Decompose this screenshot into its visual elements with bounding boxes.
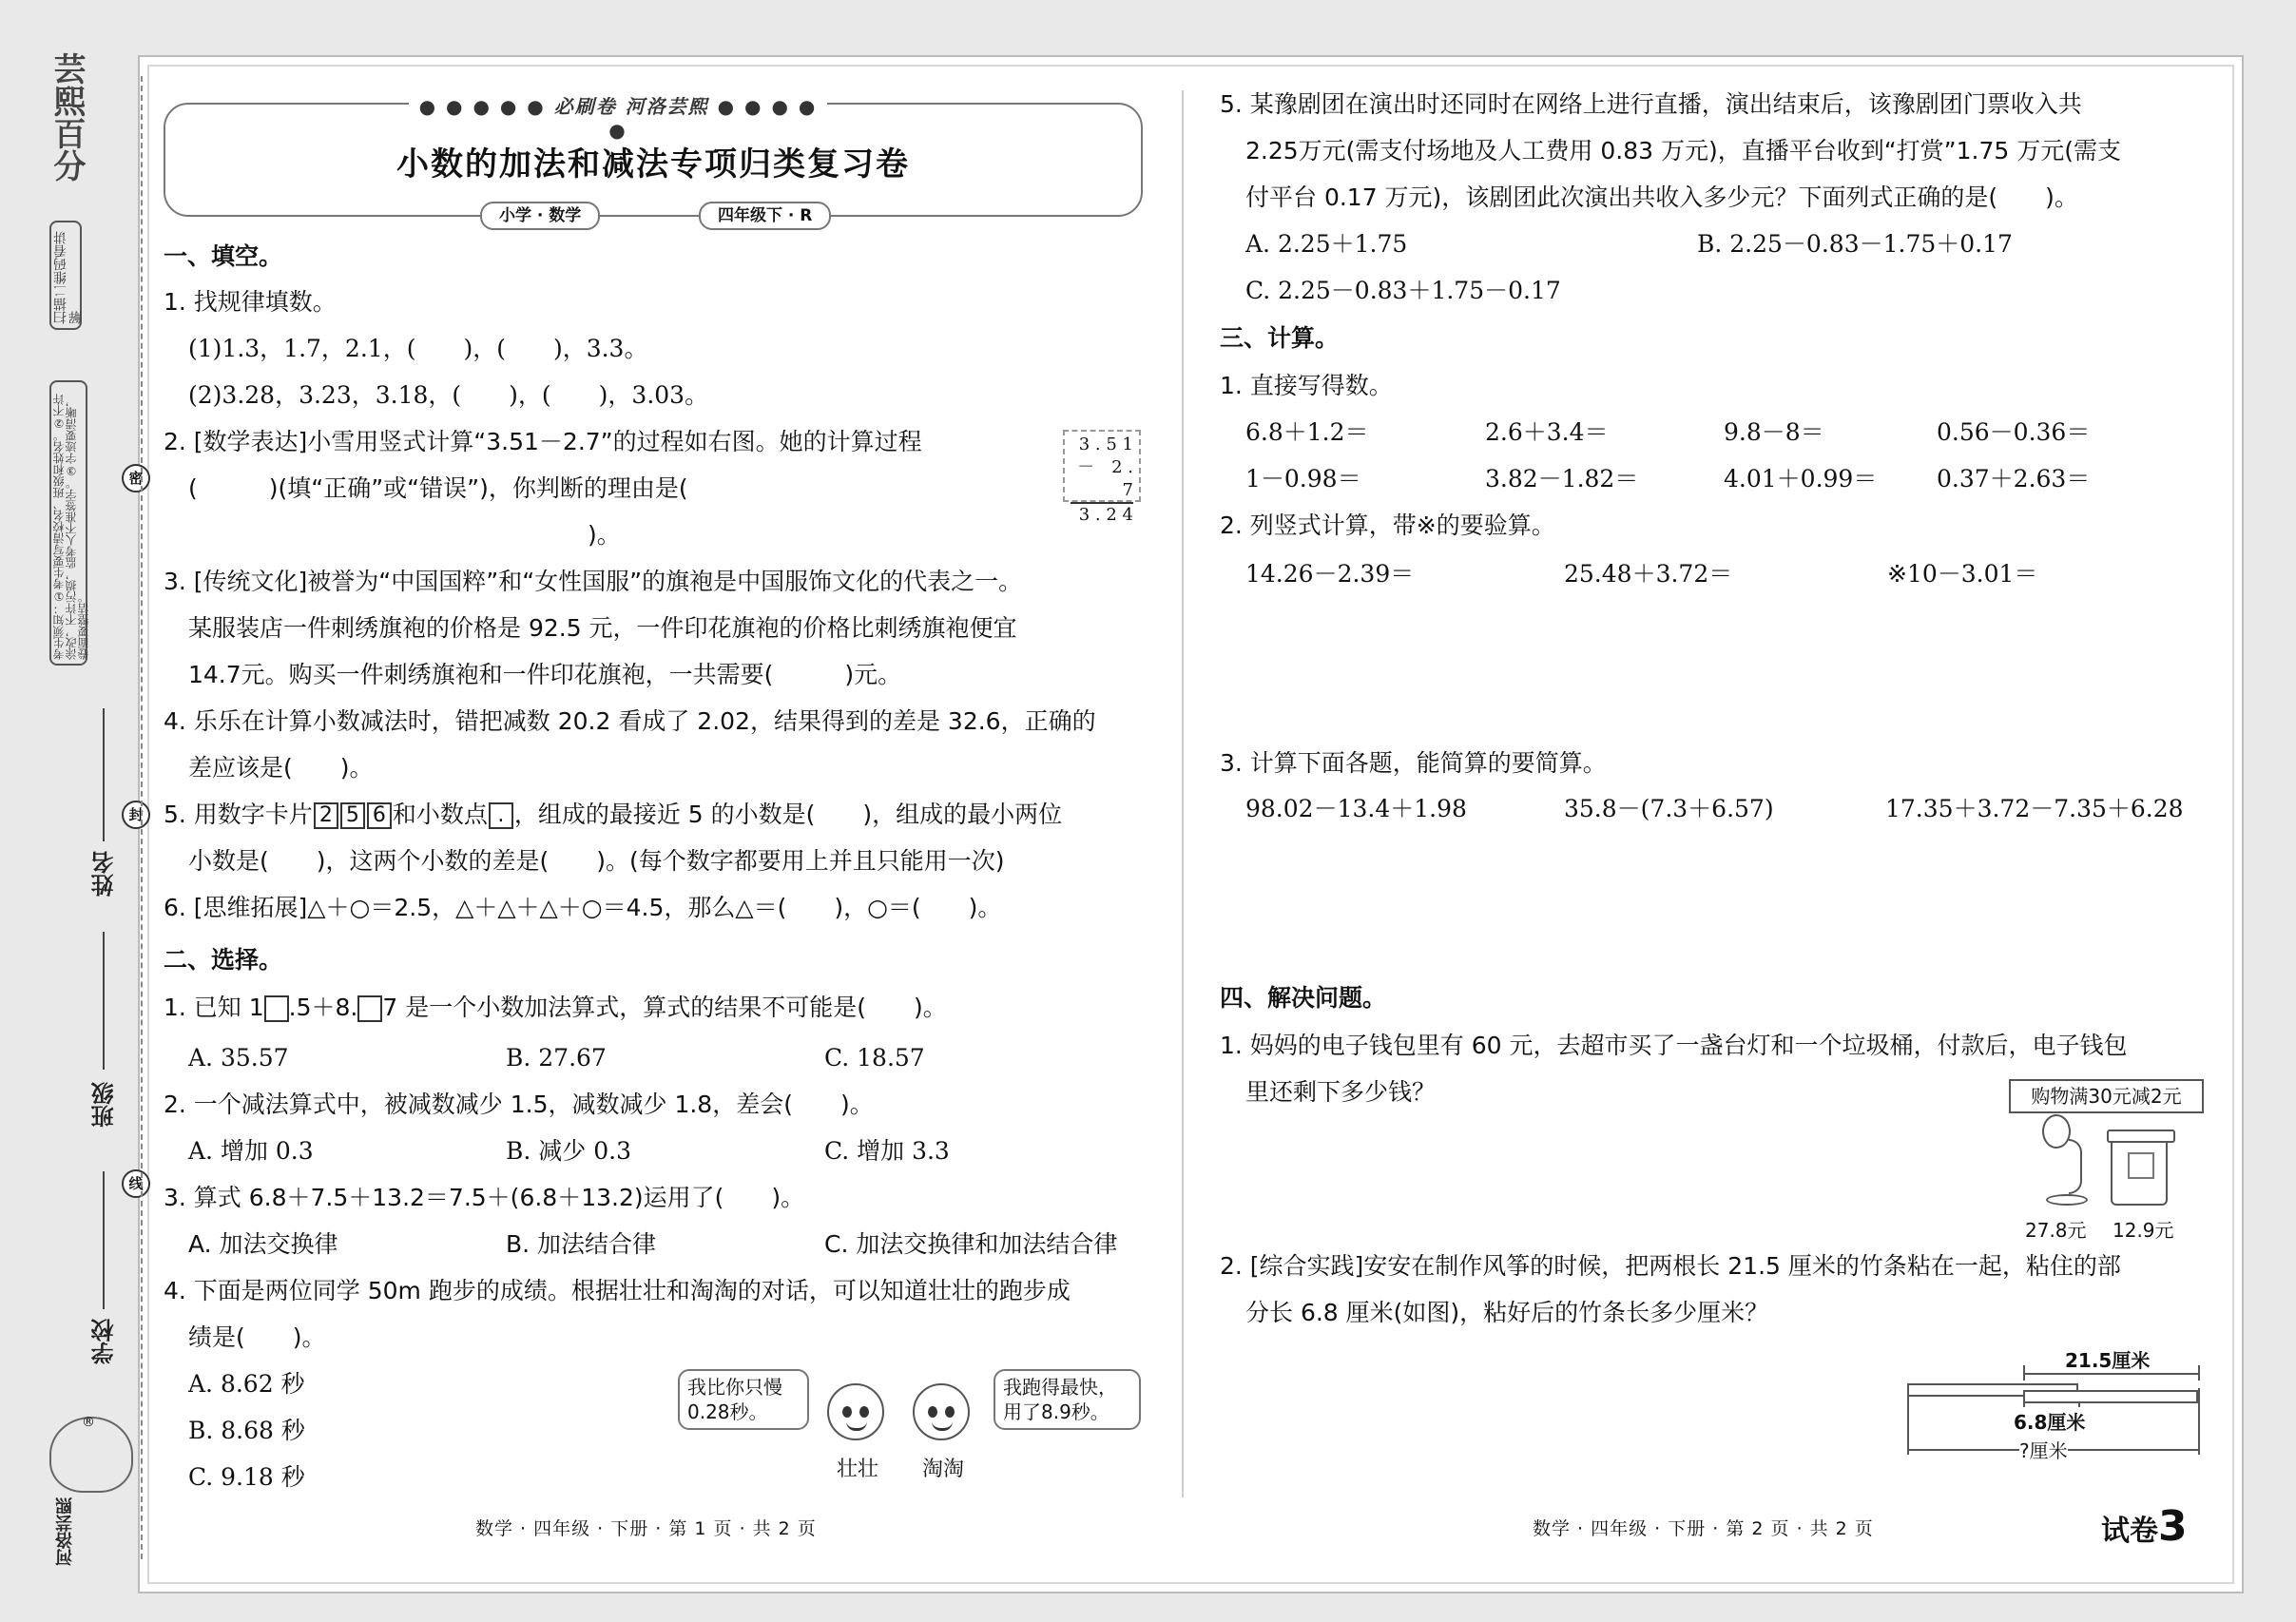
calc-item: ※10－3.01＝ bbox=[1887, 560, 2038, 588]
question-text: 2. [数学表达]小雪用竖式计算“3.51－2.7”的过程如右图。她的计算过程 bbox=[164, 428, 922, 455]
question-text: 某服装店一件刺绣旗袍的价格是 92.5 元，一件印花旗袍的价格比刺绣旗袍便宜 bbox=[188, 614, 1017, 642]
q5-mid: 和小数点 bbox=[392, 801, 488, 828]
kid-name: 壮壮 bbox=[837, 1458, 879, 1481]
promo-sign: 购物满30元减2元 bbox=[2009, 1079, 2204, 1113]
option-text: B. 减少 0.3 bbox=[506, 1137, 631, 1165]
calc-line: 3 . 5 1 bbox=[1078, 434, 1133, 454]
digit-card: 2 bbox=[314, 802, 338, 829]
option-text: A. 加法交换律 bbox=[188, 1230, 338, 1258]
calc-item: 17.35＋3.72－7.35＋6.28 bbox=[1885, 795, 2184, 822]
question-text: 1. 妈妈的电子钱包里有 60 元，去超市买了一盏台灯和一个垃圾桶，付款后，电子钱包 bbox=[1220, 1032, 2128, 1059]
question-text: (2)3.28，3.23，3.18，( )，( )，3.03。 bbox=[188, 381, 709, 409]
trash-bin-icon bbox=[2111, 1137, 2168, 1206]
decimal-point-card: . bbox=[489, 802, 513, 829]
option-text: A. 8.62 秒 bbox=[188, 1370, 305, 1398]
question-text: 差应该是( )。 bbox=[188, 754, 374, 782]
diagram-label-bottom: ?厘米 bbox=[2019, 1436, 2068, 1463]
class-label: 班级 bbox=[91, 1082, 118, 1128]
lamp-price: 27.8元 bbox=[2025, 1219, 2087, 1242]
question-text: 绩是( )。 bbox=[188, 1323, 326, 1351]
dim-tick bbox=[2198, 1365, 2200, 1381]
section-problem-solving: 四、解决问题。 bbox=[1220, 984, 1387, 1012]
question-text: 6. [思维拓展]△＋○＝2.5，△＋△＋△＋○＝4.5，那么△＝( )，○＝( )。 bbox=[164, 894, 1002, 921]
question-text: 14.7元。购买一件刺绣旗袍和一件印花旗袍，一共需要( )元。 bbox=[188, 661, 902, 688]
option-text: C. 增加 3.3 bbox=[824, 1137, 950, 1165]
calc-item: 35.8－(7.3＋6.57) bbox=[1564, 795, 1774, 822]
question-text: 4. 乐乐在计算小数减法时，错把减数 20.2 看成了 2.02，结果得到的差是 32.6，正确的 bbox=[164, 707, 1096, 735]
option-text: C. 9.18 秒 bbox=[188, 1463, 305, 1491]
question-text: 3. 算式 6.8＋7.5＋13.2＝7.5＋(6.8＋13.2)运用了( )。 bbox=[164, 1184, 805, 1211]
question-text: (1)1.3，1.7，2.1，( )，( )，3.3。 bbox=[188, 335, 648, 362]
c1-pre: 1. 已知 1 bbox=[164, 994, 264, 1021]
paper-number-label: 试卷 bbox=[2101, 1515, 2158, 1548]
calc-item: 25.48＋3.72＝ bbox=[1564, 560, 1733, 588]
c1-mid1: .5＋8. bbox=[288, 994, 358, 1021]
option-text: B. 加法结合律 bbox=[506, 1230, 657, 1258]
calc-item: 98.02－13.4＋1.98 bbox=[1245, 795, 1467, 822]
name-line bbox=[103, 708, 105, 841]
blank-box bbox=[357, 995, 382, 1022]
option-text: B. 8.68 秒 bbox=[188, 1417, 305, 1444]
calc-item: 3.82－1.82＝ bbox=[1485, 465, 1639, 492]
calc-item: 0.37＋2.63＝ bbox=[1937, 465, 2091, 492]
option-text: A. 35.57 bbox=[188, 1044, 289, 1072]
kid-name: 淘淘 bbox=[922, 1458, 965, 1481]
seal-mi: 密 bbox=[122, 464, 150, 492]
question-text: 分长 6.8 厘米(如图)，粘好后的竹条长多少厘米？ bbox=[1245, 1299, 1769, 1326]
footer-right: 数学 · 四年级 · 下册 · 第 2 页 · 共 2 页 bbox=[1533, 1518, 1874, 1539]
binding-dash-line bbox=[141, 76, 143, 1559]
question-text: 2. 列竖式计算，带※的要验算。 bbox=[1220, 512, 1555, 539]
paper-number-value: 3 bbox=[2158, 1502, 2188, 1551]
desk-lamp-icon bbox=[2036, 1114, 2093, 1209]
section-choice: 二、选择。 bbox=[164, 946, 283, 974]
boy-zhuangzhuang-icon bbox=[827, 1383, 884, 1440]
seal-xian: 线 bbox=[122, 1169, 150, 1198]
question-text: )。 bbox=[588, 521, 621, 549]
question-text: 小数是( )，这两个小数的差是( )。(每个数字都要用上并且只能用一次) bbox=[188, 847, 1005, 875]
option-text: C. 加法交换律和加法结合律 bbox=[824, 1230, 1118, 1258]
class-line bbox=[103, 932, 105, 1070]
option-text: C. 18.57 bbox=[824, 1044, 925, 1072]
question-text: 3. [传统文化]被誉为“中国国粹”和“女性国服”的旗袍是中国服饰文化的代表之一。 bbox=[164, 568, 1023, 595]
digit-card: 6 bbox=[367, 802, 392, 829]
diagram-label-mid: 6.8厘米 bbox=[2014, 1407, 2085, 1435]
question-text: ( )(填“正确”或“错误”)，你判断的理由是( bbox=[188, 474, 688, 502]
school-label: 学校 bbox=[91, 1319, 118, 1364]
question-text: 3. 计算下面各题，能简算的要简算。 bbox=[1220, 749, 1607, 777]
question-text: 5. 某豫剧团在演出时还同时在网络上进行直播，演出结束后，该豫剧团门票收入共 bbox=[1220, 90, 2082, 118]
grade-tag: 四年级下 · R bbox=[699, 202, 831, 230]
qr-scan-box bbox=[49, 221, 82, 330]
school-line bbox=[103, 1171, 105, 1309]
q5-pre: 5. 用数字卡片 bbox=[164, 801, 313, 828]
dim-tick bbox=[1907, 1388, 1909, 1455]
name-label: 姓名 bbox=[91, 851, 118, 897]
brand-logo-vertical: 芸熙百分 bbox=[48, 52, 86, 182]
diagram-label-top: 21.5厘米 bbox=[2065, 1349, 2151, 1372]
q5-post: ，组成的最接近 5 的小数是( )，组成的最小两位 bbox=[513, 801, 1063, 828]
boy-taotao-icon bbox=[913, 1383, 970, 1440]
paper-number bbox=[2101, 1502, 2188, 1551]
column-separator bbox=[1182, 90, 1184, 1497]
qr-scan-text: 扫描二维码看讲解 bbox=[53, 231, 84, 324]
calc-item: 2.6＋3.4＝ bbox=[1485, 418, 1609, 446]
subject-tag: 小学 · 数学 bbox=[480, 202, 600, 230]
calc-item: 0.56－0.36＝ bbox=[1937, 418, 2091, 446]
registered-mark: ® bbox=[82, 1415, 95, 1430]
blank-box bbox=[264, 995, 289, 1022]
c1-mid2: 7 是一个小数加法算式，算式的结果不可能是( )。 bbox=[382, 994, 947, 1021]
question-text: 2.25万元(需支付场地及人工费用 0.83 万元)，直播平台收到“打赏”1.75 万元(需支 bbox=[1245, 137, 2121, 164]
option-text: A. 增加 0.3 bbox=[188, 1137, 314, 1165]
footer-left: 数学 · 四年级 · 下册 · 第 1 页 · 共 2 页 bbox=[475, 1518, 817, 1539]
calc-item: 14.26－2.39＝ bbox=[1245, 560, 1415, 588]
speech-bubble-zhuangzhuang: 我比你只慢 0.28秒。 bbox=[678, 1369, 809, 1430]
question-text: 里还剩下多少钱？ bbox=[1245, 1078, 1437, 1106]
calc-item: 6.8＋1.2＝ bbox=[1245, 418, 1369, 446]
exam-notice-box: 考生须知：①考生要写清校名、班级和姓名。②不许涂改，不许污损，监考人不准签字。③字迹要清晰，卷面要整洁。 bbox=[49, 380, 87, 666]
calc-item: 1－0.98＝ bbox=[1245, 465, 1361, 492]
digit-card: 5 bbox=[340, 802, 365, 829]
bin-price: 12.9元 bbox=[2113, 1219, 2174, 1242]
bamboo-strip-right bbox=[2023, 1390, 2198, 1403]
question-text bbox=[164, 801, 1062, 829]
option-text: B. 2.25－0.83－1.75＋0.17 bbox=[1697, 230, 2013, 258]
speech-bubble-taotao: 我跑得最快，用了8.9秒。 bbox=[994, 1369, 1141, 1430]
calc-item: 4.01＋0.99＝ bbox=[1724, 465, 1878, 492]
seal-feng: 封 bbox=[122, 801, 150, 829]
calc-line: 3 . 2 4 bbox=[1078, 505, 1133, 525]
option-text: A. 2.25＋1.75 bbox=[1245, 230, 1408, 258]
question-text: 1. 找规律填数。 bbox=[164, 288, 337, 316]
page-title: 小数的加法和减法专项归类复习卷 bbox=[396, 145, 910, 183]
calc-item: 9.8－8＝ bbox=[1724, 418, 1824, 446]
option-text: C. 2.25－0.83＋1.75－0.17 bbox=[1245, 277, 1561, 304]
section-calculation: 三、计算。 bbox=[1220, 324, 1340, 352]
section-fill-blank: 一、填空。 bbox=[164, 242, 283, 270]
calc-line: － 2 . 7 bbox=[1071, 456, 1133, 504]
question-text: 2. 一个减法算式中，被减数减少 1.5，减数减少 1.8，差会( )。 bbox=[164, 1091, 874, 1118]
publisher-name: 河洛芸熙 bbox=[55, 1497, 75, 1566]
dim-line-top bbox=[2023, 1373, 2198, 1375]
header-strip: ● ● ● ● ● 必刷卷 河洛芸熙 ● ● ● ● ● bbox=[409, 91, 827, 120]
question-text: 2. [综合实践]安安在制作风筝的时候，把两根长 21.5 厘米的竹条粘在一起，粘住的部 bbox=[1220, 1252, 2121, 1280]
question-text bbox=[164, 994, 947, 1022]
question-text: 4. 下面是两位同学 50m 跑步的成绩。根据壮壮和淘淘的对话，可以知道壮壮的跑步成 bbox=[164, 1277, 1071, 1304]
option-text: B. 27.67 bbox=[506, 1044, 607, 1072]
question-text: 1. 直接写得数。 bbox=[1220, 372, 1393, 399]
question-text: 付平台 0.17 万元)，该剧团此次演出共收入多少元？下面列式正确的是( )。 bbox=[1245, 183, 2078, 211]
vertical-calculation-figure bbox=[1063, 430, 1141, 525]
dim-tick bbox=[2198, 1388, 2200, 1455]
